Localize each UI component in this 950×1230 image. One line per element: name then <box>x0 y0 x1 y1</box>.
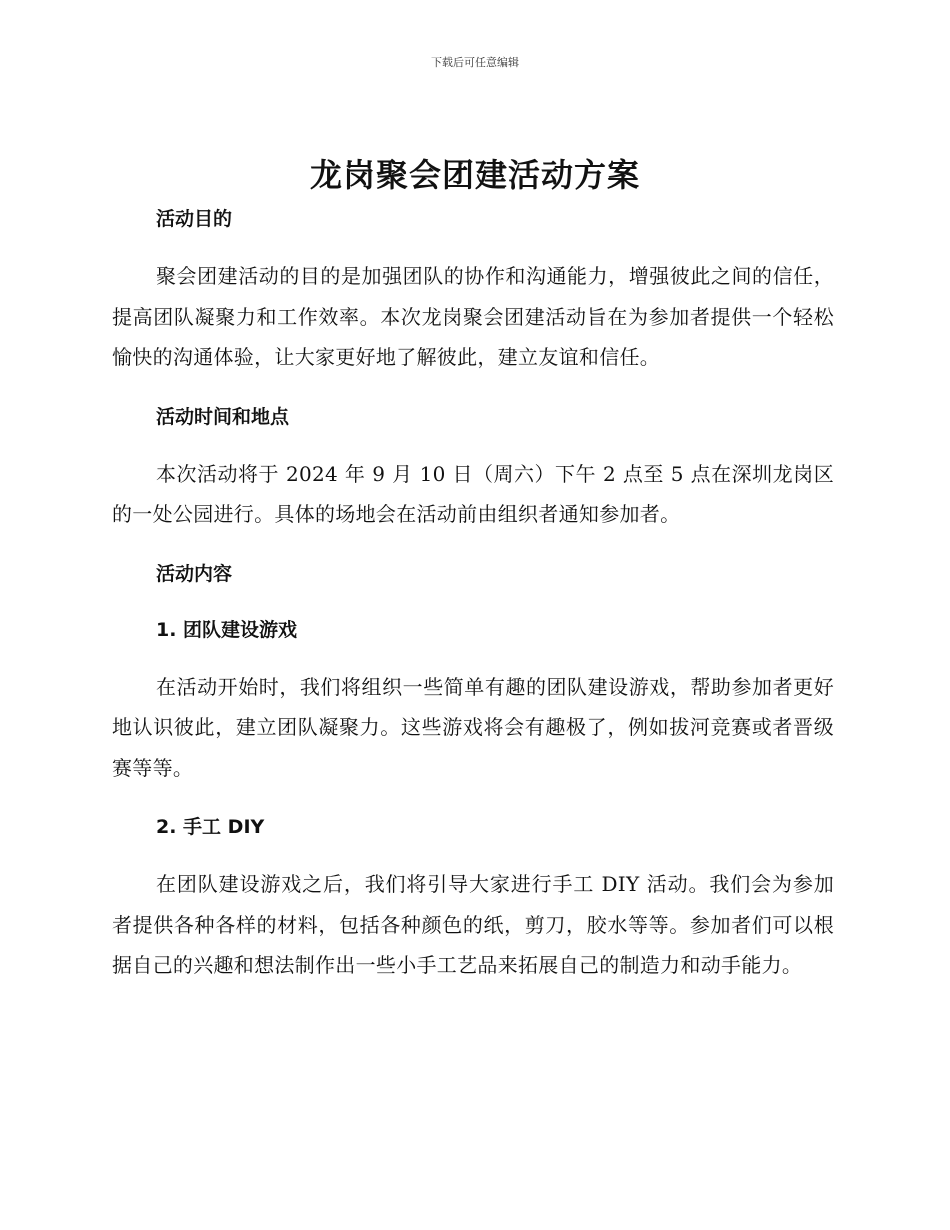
header-note: 下载后可任意编辑 <box>431 56 519 69</box>
section-heading-purpose: 活动目的 <box>156 208 233 230</box>
document-title: 龙岗聚会团建活动方案 <box>309 156 640 194</box>
section-heading-team-games: 1. 团队建设游戏 <box>156 618 298 641</box>
section-paragraph-time-place: 本次活动将于 2024 年 9 月 10 日（周六）下午 2 点至 5 点在深圳龙岗区的一处公园进行。具体的场地会在活动前由组织者通知参加者。 <box>112 461 834 526</box>
section-paragraph-team-games: 在活动开始时，我们将组织一些简单有趣的团队建设游戏，帮助参加者更好地认识彼此，建立团队凝聚力。这些游戏将会有趣极了，例如拔河竞赛或者晋级赛等等。 <box>112 674 834 780</box>
section-heading-time-place: 活动时间和地点 <box>156 405 290 428</box>
section-paragraph-diy: 在团队建设游戏之后，我们将引导大家进行手工 DIY 活动。我们会为参加者提供各种各样的材料，包括各种颜色的纸，剪刀，胶水等等。参加者们可以根据自己的兴趣和想法制作出一些小手工艺品来拓展自己的制造力和动手能力。 <box>112 872 834 977</box>
document-body <box>112 200 834 986</box>
section-paragraph-purpose: 聚会团建活动的目的是加强团队的协作和沟通能力，增强彼此之间的信任，提高团队凝聚力和工作效率。本次龙岗聚会团建活动旨在为参加者提供一个轻松愉快的沟通体验，让大家更好地了解彼此，建立友谊和信任。 <box>112 264 834 369</box>
section-heading-diy: 2. 手工 DIY <box>156 816 265 838</box>
section-heading-content: 活动内容 <box>156 562 233 585</box>
